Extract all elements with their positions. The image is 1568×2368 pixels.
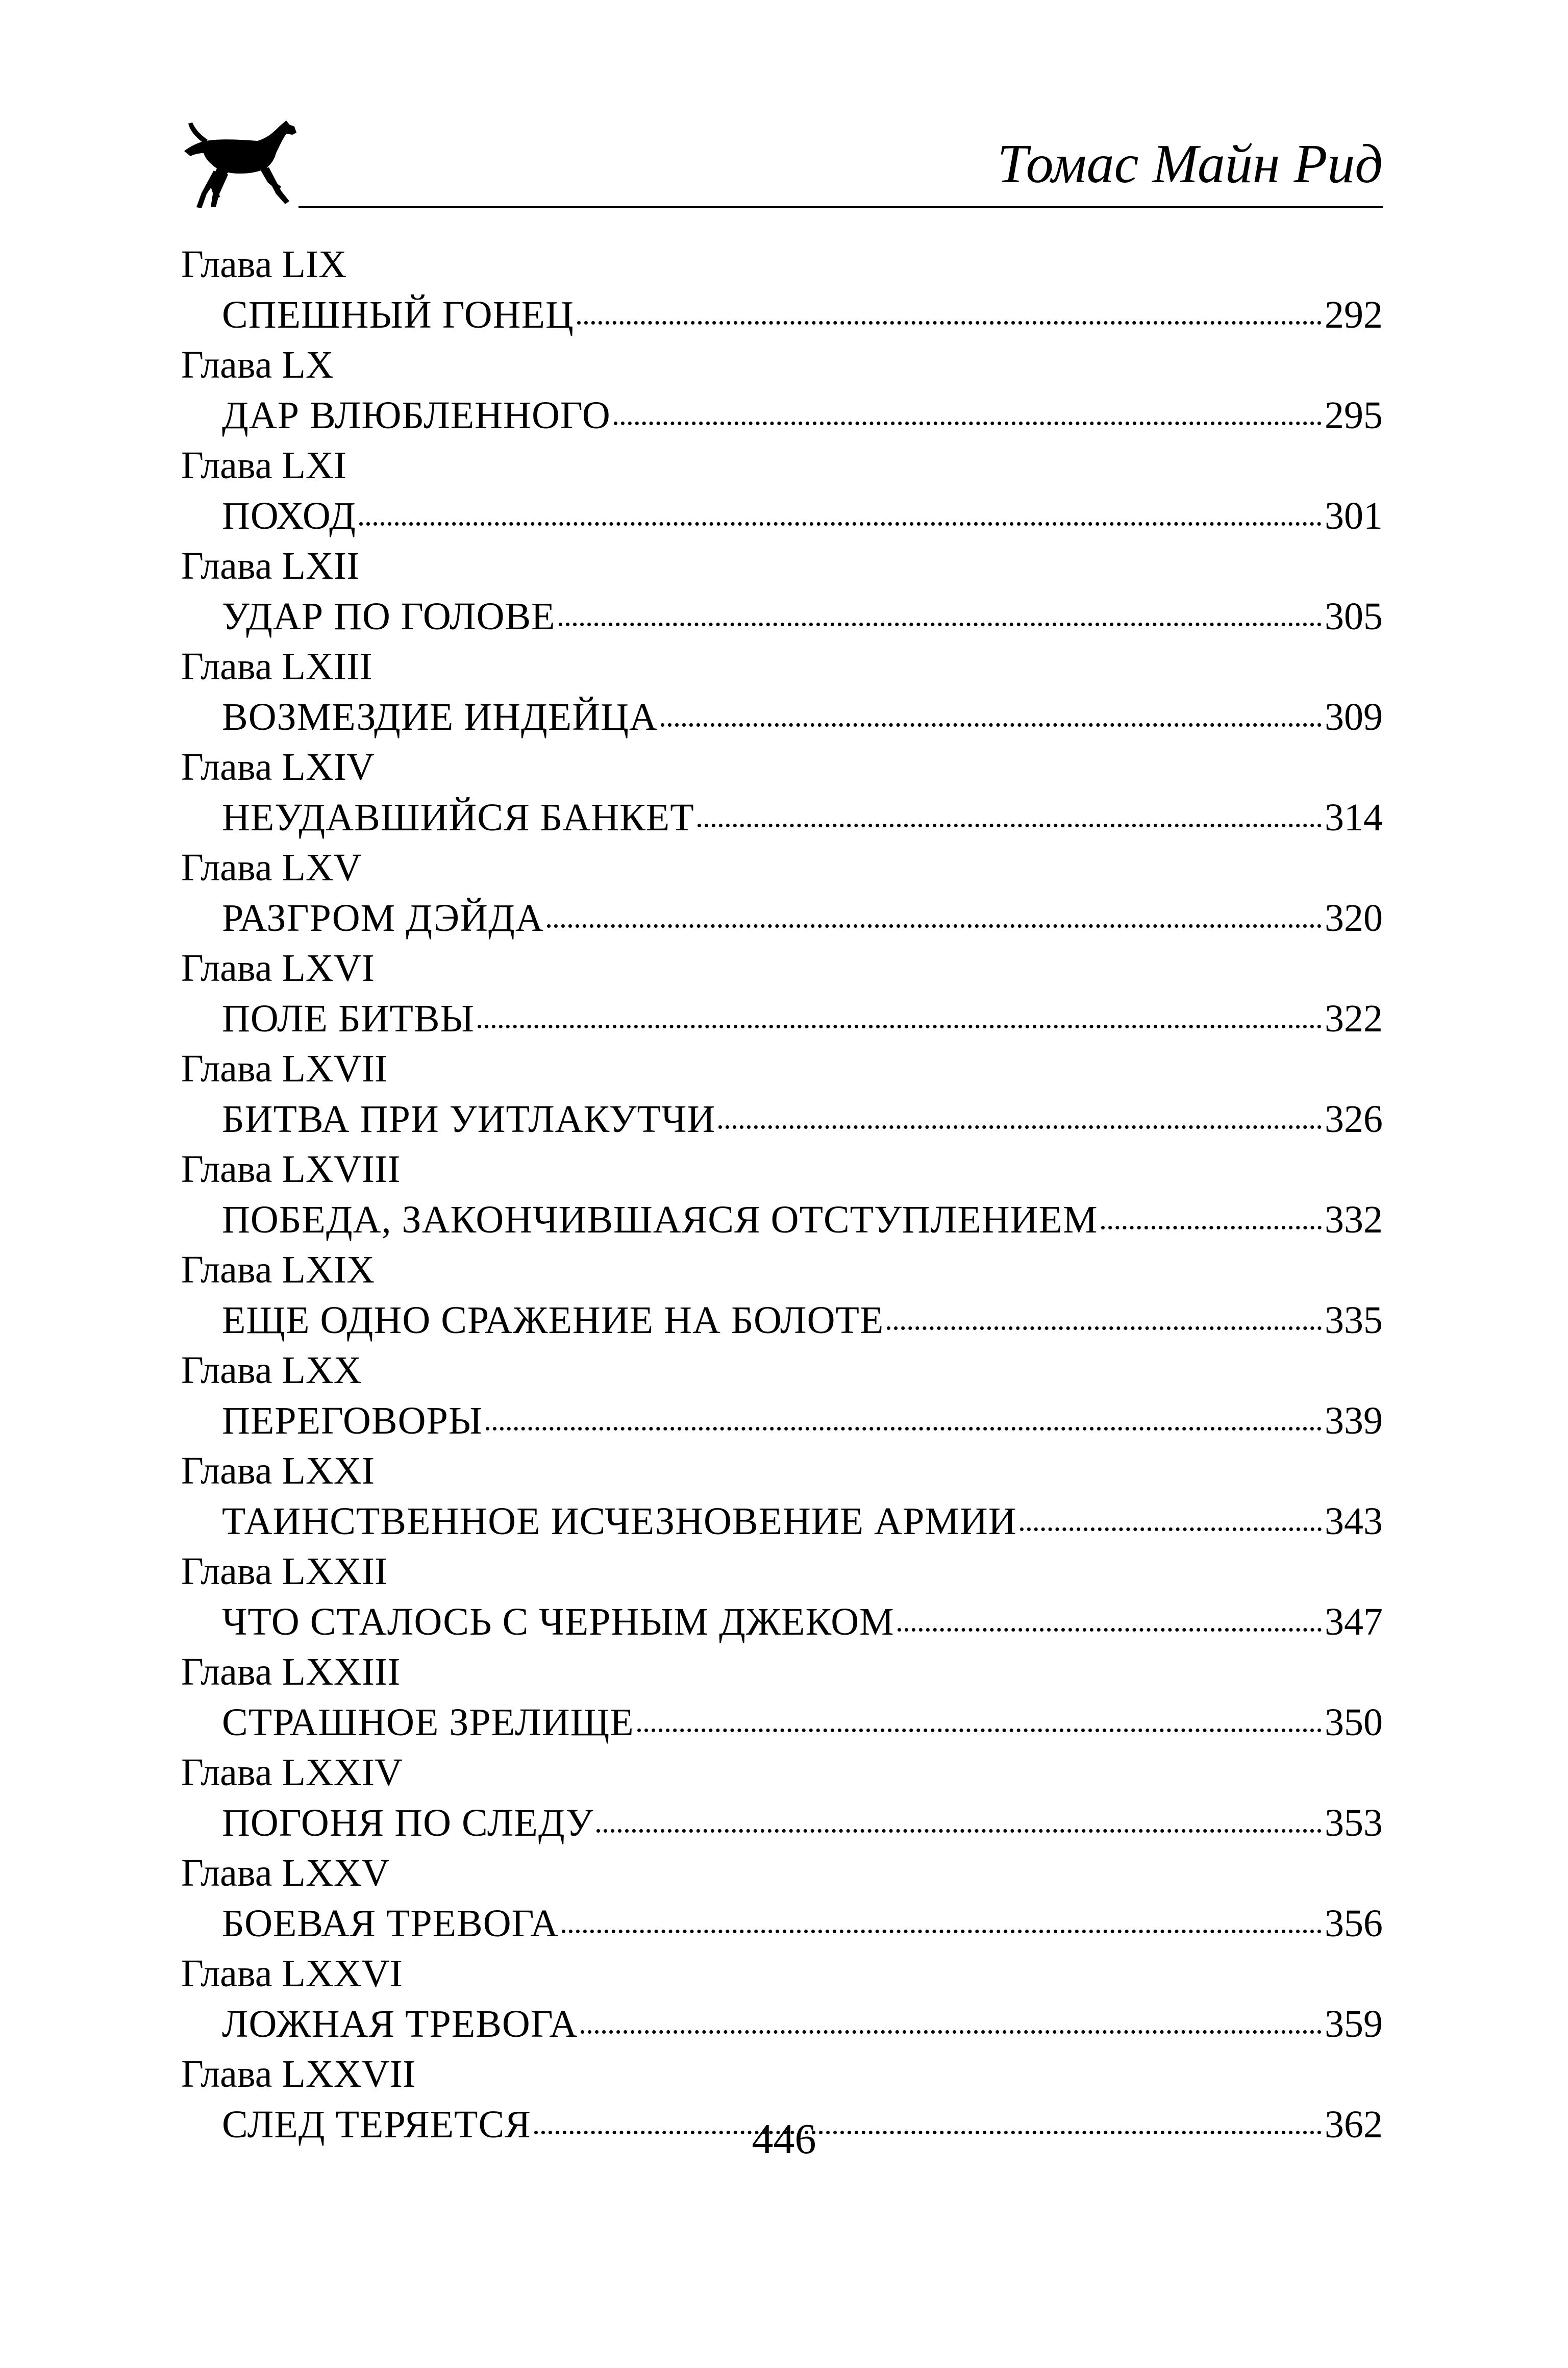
toc-line xyxy=(181,893,1383,944)
toc-line xyxy=(181,993,1383,1044)
dot-leader xyxy=(478,1025,1322,1028)
toc-entry xyxy=(181,441,1383,541)
chapter-title: СТРАШНОЕ ЗРЕЛИЩЕ xyxy=(222,1701,634,1744)
dot-leader xyxy=(559,623,1322,626)
toc-line xyxy=(181,1496,1383,1547)
dot-leader xyxy=(1020,1527,1322,1531)
toc-line xyxy=(181,1295,1383,1346)
toc-entry xyxy=(181,642,1383,743)
chapter-label: Глава LXI xyxy=(181,444,347,487)
chapter-label: Глава LIX xyxy=(181,243,347,286)
chapter-title: СПЕШНЫЙ ГОНЕЦ xyxy=(222,293,574,336)
page-ref: 343 xyxy=(1325,1500,1383,1543)
dot-leader xyxy=(637,1729,1322,1732)
chapter-title: ЛОЖНАЯ ТРЕВОГА xyxy=(222,2003,578,2045)
toc-entry xyxy=(181,240,1383,340)
dot-leader xyxy=(486,1427,1322,1430)
page-ref: 309 xyxy=(1325,696,1383,738)
chapter-title: ВОЗМЕЗДИЕ ИНДЕЙЦА xyxy=(222,696,658,738)
chapter-title: ТАИНСТВЕННОЕ ИСЧЕЗНОВЕНИЕ АРМИИ xyxy=(222,1500,1017,1543)
toc-entry xyxy=(181,1748,1383,1848)
page-ref: 332 xyxy=(1325,1198,1383,1241)
toc-line xyxy=(181,1596,1383,1647)
chapter-label: Глава LXXIV xyxy=(181,1751,403,1794)
chapter-label: Глава LXVI xyxy=(181,947,375,990)
toc-line xyxy=(181,1797,1383,1848)
chapter-title: ЧТО СТАЛОСЬ С ЧЕРНЫМ ДЖЕКОМ xyxy=(222,1600,894,1643)
chapter-label: Глава LXIII xyxy=(181,645,372,688)
chapter-title: ЕЩЕ ОДНО СРАЖЕНИЕ НА БОЛОТЕ xyxy=(222,1299,884,1342)
toc-entry xyxy=(181,1145,1383,1245)
page-ref: 292 xyxy=(1325,293,1383,336)
toc-entry xyxy=(181,843,1383,944)
toc-line xyxy=(181,1898,1383,1949)
toc-entry xyxy=(181,1647,1383,1748)
toc-line xyxy=(181,1999,1383,2050)
page-ref: 326 xyxy=(1325,1098,1383,1141)
chapter-title: СЛЕД ТЕРЯЕТСЯ xyxy=(222,2103,531,2146)
page-ref: 301 xyxy=(1325,495,1383,537)
chapter-title: ПОХОД xyxy=(222,495,356,537)
page-ref: 353 xyxy=(1325,1802,1383,1844)
chapter-label: Глава LX xyxy=(181,343,334,386)
dot-leader xyxy=(359,522,1322,526)
dot-leader xyxy=(698,824,1322,827)
toc-line xyxy=(181,1697,1383,1748)
toc-entry xyxy=(181,743,1383,843)
chapter-title: НЕУДАВШИЙСЯ БАНКЕТ xyxy=(222,796,694,839)
toc-line xyxy=(181,692,1383,743)
page-ref: 362 xyxy=(1325,2103,1383,2146)
page-ref: 359 xyxy=(1325,2003,1383,2045)
toc-entry xyxy=(181,340,1383,441)
dot-leader xyxy=(614,422,1322,425)
toc-line xyxy=(181,591,1383,642)
chapter-label: Глава LXV xyxy=(181,846,362,889)
dot-leader xyxy=(661,723,1322,727)
chapter-label: Глава LXVII xyxy=(181,1047,388,1090)
page-ref: 356 xyxy=(1325,1902,1383,1945)
page-ref: 295 xyxy=(1325,394,1383,437)
chapter-label: Глава LXIV xyxy=(181,746,375,788)
chapter-label: Глава LXII xyxy=(181,545,360,587)
page-ref: 335 xyxy=(1325,1299,1383,1342)
page-ref: 339 xyxy=(1325,1399,1383,1442)
header-rule xyxy=(298,206,1383,208)
chapter-title: БИТВА ПРИ УИТЛАКУТЧИ xyxy=(222,1098,716,1141)
dot-leader xyxy=(547,924,1322,928)
table-of-contents xyxy=(181,240,1383,2150)
toc-entry xyxy=(181,541,1383,642)
toc-entry xyxy=(181,1949,1383,2050)
dot-leader xyxy=(596,1829,1322,1833)
toc-entry xyxy=(181,1547,1383,1647)
chapter-title: БОЕВАЯ ТРЕВОГА xyxy=(222,1902,559,1945)
chapter-title: РАЗГРОМ ДЭЙДА xyxy=(222,897,544,940)
chapter-title: УДАР ПО ГОЛОВЕ xyxy=(222,595,556,638)
toc-entry xyxy=(181,1346,1383,1446)
chapter-title: ПОГОНЯ ПО СЛЕДУ xyxy=(222,1802,594,1844)
toc-entry xyxy=(181,1446,1383,1547)
chapter-label: Глава LXXV xyxy=(181,1852,390,1894)
page-ref: 305 xyxy=(1325,595,1383,638)
toc-line xyxy=(181,1194,1383,1245)
chapter-label: Глава LXVIII xyxy=(181,1148,401,1191)
chapter-title: ПОЛЕ БИТВЫ xyxy=(222,997,475,1040)
dot-leader xyxy=(581,2030,1322,2034)
dot-leader xyxy=(1101,1226,1322,1229)
chapter-label: Глава LXX xyxy=(181,1349,362,1392)
dot-leader xyxy=(898,1628,1322,1632)
chapter-label: Глава LXXIII xyxy=(181,1650,401,1693)
page-ref: 320 xyxy=(1325,897,1383,940)
toc-line xyxy=(181,1094,1383,1145)
dot-leader xyxy=(562,1930,1322,1933)
toc-line xyxy=(181,289,1383,340)
page-ref: 350 xyxy=(1325,1701,1383,1744)
horse-icon xyxy=(181,117,304,209)
chapter-label: Глава LXXI xyxy=(181,1449,375,1492)
toc-entry xyxy=(181,1848,1383,1949)
chapter-title: ДАР ВЛЮБЛЕННОГО xyxy=(222,394,611,437)
chapter-label: Глава LXIX xyxy=(181,1248,375,1291)
page-ref: 322 xyxy=(1325,997,1383,1040)
dot-leader xyxy=(577,321,1322,325)
toc-entry xyxy=(181,944,1383,1044)
page-ref: 314 xyxy=(1325,796,1383,839)
author-name: Томас Майн Рид xyxy=(997,134,1383,194)
chapter-title: ПОБЕДА, ЗАКОНЧИВШАЯСЯ ОТСТУПЛЕНИЕМ xyxy=(222,1198,1098,1241)
toc-line xyxy=(181,390,1383,441)
running-header xyxy=(181,107,1383,209)
page-number: 446 xyxy=(752,2115,816,2163)
dot-leader xyxy=(887,1326,1322,1330)
page-ref: 347 xyxy=(1325,1600,1383,1643)
chapter-title: ПЕРЕГОВОРЫ xyxy=(222,1399,483,1442)
toc-entry xyxy=(181,1245,1383,1346)
dot-leader xyxy=(718,1125,1322,1129)
chapter-label: Глава LXXVI xyxy=(181,1952,403,1995)
chapter-label: Глава LXXII xyxy=(181,1550,388,1593)
toc-entry xyxy=(181,1044,1383,1145)
toc-line xyxy=(181,490,1383,541)
toc-line xyxy=(181,792,1383,843)
chapter-label: Глава LXXVII xyxy=(181,2053,416,2095)
toc-line xyxy=(181,1395,1383,1446)
